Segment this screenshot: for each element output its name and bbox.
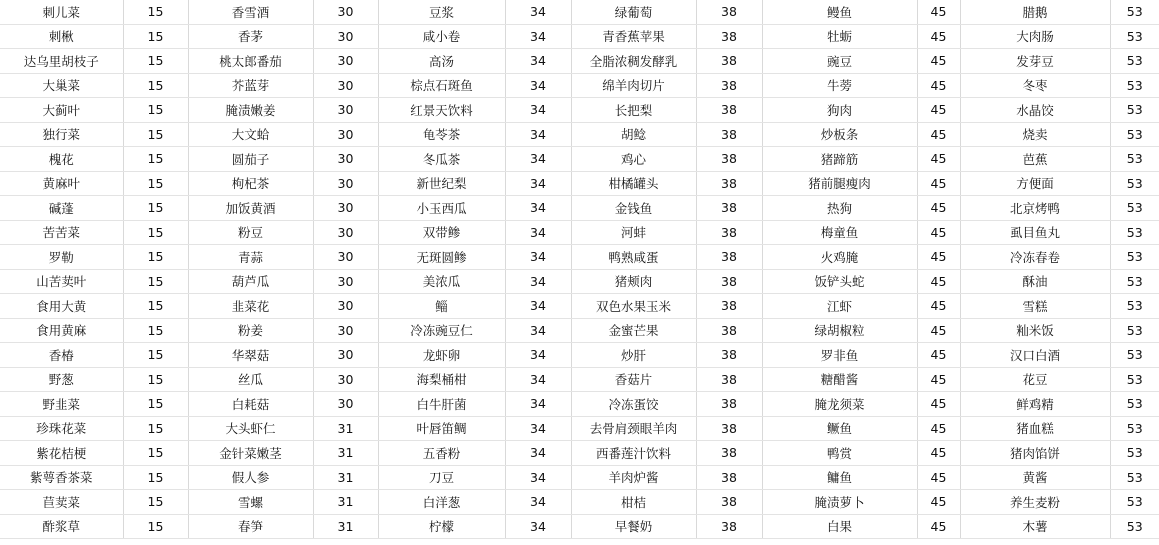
value-cell: 38: [696, 318, 762, 343]
food-name-cell: 黄酱: [960, 465, 1110, 490]
value-cell: 45: [917, 514, 960, 539]
value-cell: 45: [917, 367, 960, 392]
value-cell: 15: [123, 220, 188, 245]
value-cell: 30: [313, 318, 378, 343]
food-name-cell: 金蜜芒果: [571, 318, 696, 343]
food-name-cell: 柑桔: [571, 490, 696, 515]
value-cell: 34: [505, 196, 571, 221]
value-cell: 30: [313, 392, 378, 417]
food-name-cell: 韭菜花: [188, 294, 313, 319]
food-name-cell: 雪糕: [960, 294, 1110, 319]
food-name-cell: 小玉西瓜: [378, 196, 505, 221]
value-cell: 38: [696, 367, 762, 392]
value-cell: 45: [917, 490, 960, 515]
value-cell: 34: [505, 318, 571, 343]
food-name-cell: 雪螺: [188, 490, 313, 515]
food-name-cell: 全脂浓稠发酵乳: [571, 49, 696, 74]
value-cell: 15: [123, 196, 188, 221]
food-name-cell: 枸杞茶: [188, 171, 313, 196]
value-cell: 45: [917, 147, 960, 172]
table-row: [0, 416, 1159, 441]
food-name-cell: 火鸡腌: [762, 245, 917, 270]
value-cell: 45: [917, 24, 960, 49]
value-cell: 53: [1110, 245, 1159, 270]
food-name-cell: 金钱鱼: [571, 196, 696, 221]
food-name-cell: 苦苦菜: [0, 220, 123, 245]
food-name-cell: 鸭熟咸蛋: [571, 245, 696, 270]
value-cell: 30: [313, 196, 378, 221]
table-row: [0, 318, 1159, 343]
table-row: [0, 490, 1159, 515]
value-cell: 15: [123, 367, 188, 392]
food-name-cell: 狗肉: [762, 98, 917, 123]
value-cell: 38: [696, 196, 762, 221]
food-name-cell: 养生麦粉: [960, 490, 1110, 515]
value-cell: 38: [696, 416, 762, 441]
value-cell: 45: [917, 416, 960, 441]
food-name-cell: 酥油: [960, 269, 1110, 294]
food-name-cell: 冷冻豌豆仁: [378, 318, 505, 343]
food-name-cell: 大肉肠: [960, 24, 1110, 49]
value-cell: 30: [313, 98, 378, 123]
value-cell: 30: [313, 245, 378, 270]
food-name-cell: 烧卖: [960, 122, 1110, 147]
food-name-cell: 花豆: [960, 367, 1110, 392]
value-cell: 15: [123, 490, 188, 515]
value-cell: 38: [696, 73, 762, 98]
value-cell: 15: [123, 73, 188, 98]
value-cell: 15: [123, 122, 188, 147]
table-row: [0, 392, 1159, 417]
value-cell: 38: [696, 122, 762, 147]
value-cell: 38: [696, 269, 762, 294]
table-row: [0, 514, 1159, 539]
food-name-cell: 猪颊肉: [571, 269, 696, 294]
value-cell: 38: [696, 147, 762, 172]
value-cell: 15: [123, 98, 188, 123]
food-name-cell: 春笋: [188, 514, 313, 539]
food-name-cell: 五香粉: [378, 441, 505, 466]
value-cell: 15: [123, 0, 188, 24]
value-cell: 34: [505, 392, 571, 417]
value-cell: 45: [917, 269, 960, 294]
value-cell: 30: [313, 294, 378, 319]
value-cell: 34: [505, 490, 571, 515]
value-cell: 53: [1110, 147, 1159, 172]
value-cell: 53: [1110, 490, 1159, 515]
table-row: [0, 122, 1159, 147]
value-cell: 34: [505, 343, 571, 368]
value-cell: 15: [123, 441, 188, 466]
food-name-cell: 腌龙须菜: [762, 392, 917, 417]
food-name-cell: 大头虾仁: [188, 416, 313, 441]
value-cell: 34: [505, 367, 571, 392]
food-name-cell: 猪肉馅饼: [960, 441, 1110, 466]
food-name-cell: 碱蓬: [0, 196, 123, 221]
value-cell: 34: [505, 220, 571, 245]
food-name-cell: 鸭赏: [762, 441, 917, 466]
food-name-cell: 北京烤鸭: [960, 196, 1110, 221]
food-name-cell: 山苦荬叶: [0, 269, 123, 294]
value-cell: 30: [313, 73, 378, 98]
value-cell: 34: [505, 147, 571, 172]
value-cell: 30: [313, 343, 378, 368]
value-cell: 30: [313, 49, 378, 74]
food-name-cell: 红景天饮料: [378, 98, 505, 123]
value-cell: 53: [1110, 0, 1159, 24]
food-name-cell: 鳙鱼: [762, 465, 917, 490]
food-name-cell: 炒板条: [762, 122, 917, 147]
value-cell: 34: [505, 416, 571, 441]
food-name-cell: 咸小卷: [378, 24, 505, 49]
food-name-cell: 冷冻蛋饺: [571, 392, 696, 417]
value-cell: 15: [123, 392, 188, 417]
food-name-cell: 冷冻春卷: [960, 245, 1110, 270]
food-name-cell: 江虾: [762, 294, 917, 319]
value-cell: 34: [505, 122, 571, 147]
value-cell: 45: [917, 220, 960, 245]
food-name-cell: 双色水果玉米: [571, 294, 696, 319]
food-name-cell: 华翠菇: [188, 343, 313, 368]
value-cell: 45: [917, 122, 960, 147]
value-cell: 45: [917, 318, 960, 343]
table-row: [0, 0, 1159, 24]
table-row: [0, 294, 1159, 319]
food-name-cell: 紫花桔梗: [0, 441, 123, 466]
food-name-cell: 假人参: [188, 465, 313, 490]
value-cell: 34: [505, 441, 571, 466]
food-name-cell: 鲜鸡精: [960, 392, 1110, 417]
value-cell: 53: [1110, 514, 1159, 539]
value-cell: 38: [696, 490, 762, 515]
food-name-cell: 罗非鱼: [762, 343, 917, 368]
value-cell: 53: [1110, 367, 1159, 392]
food-name-cell: 粉姜: [188, 318, 313, 343]
value-cell: 30: [313, 171, 378, 196]
value-cell: 45: [917, 392, 960, 417]
value-cell: 30: [313, 24, 378, 49]
value-cell: 34: [505, 465, 571, 490]
food-name-cell: 白洋葱: [378, 490, 505, 515]
value-cell: 31: [313, 514, 378, 539]
value-cell: 30: [313, 122, 378, 147]
value-cell: 53: [1110, 416, 1159, 441]
value-cell: 34: [505, 73, 571, 98]
value-cell: 15: [123, 24, 188, 49]
food-name-cell: 发芽豆: [960, 49, 1110, 74]
food-name-cell: 无斑圆鲹: [378, 245, 505, 270]
table-row: [0, 49, 1159, 74]
food-name-cell: 大巢菜: [0, 73, 123, 98]
food-name-cell: 金针菜嫩茎: [188, 441, 313, 466]
value-cell: 45: [917, 294, 960, 319]
value-cell: 38: [696, 441, 762, 466]
food-name-cell: 海梨桶柑: [378, 367, 505, 392]
food-name-cell: 野葱: [0, 367, 123, 392]
value-cell: 45: [917, 171, 960, 196]
food-name-cell: 鲻: [378, 294, 505, 319]
food-name-cell: 槐花: [0, 147, 123, 172]
food-name-cell: 西番莲汁饮料: [571, 441, 696, 466]
value-cell: 38: [696, 0, 762, 24]
food-name-cell: 桃太郎番茄: [188, 49, 313, 74]
food-name-cell: 白牛肝菌: [378, 392, 505, 417]
value-cell: 45: [917, 196, 960, 221]
food-name-cell: 罗勒: [0, 245, 123, 270]
food-name-cell: 木薯: [960, 514, 1110, 539]
value-cell: 38: [696, 392, 762, 417]
value-cell: 30: [313, 220, 378, 245]
value-cell: 34: [505, 98, 571, 123]
value-cell: 45: [917, 441, 960, 466]
food-name-cell: 丝瓜: [188, 367, 313, 392]
food-name-cell: 腌渍嫩姜: [188, 98, 313, 123]
food-name-cell: 长把梨: [571, 98, 696, 123]
value-cell: 34: [505, 269, 571, 294]
value-cell: 38: [696, 220, 762, 245]
food-name-cell: 芥蓝芽: [188, 73, 313, 98]
value-cell: 31: [313, 490, 378, 515]
food-name-cell: 糖醋酱: [762, 367, 917, 392]
value-cell: 15: [123, 416, 188, 441]
table-row: [0, 465, 1159, 490]
value-cell: 53: [1110, 465, 1159, 490]
food-name-cell: 棕点石斑鱼: [378, 73, 505, 98]
food-name-cell: 早餐奶: [571, 514, 696, 539]
value-cell: 53: [1110, 220, 1159, 245]
value-cell: 45: [917, 343, 960, 368]
food-name-cell: 葫芦瓜: [188, 269, 313, 294]
food-name-cell: 鸡心: [571, 147, 696, 172]
food-name-cell: 牡蛎: [762, 24, 917, 49]
value-cell: 53: [1110, 122, 1159, 147]
food-name-cell: 香茅: [188, 24, 313, 49]
food-name-cell: 鳗鱼: [762, 0, 917, 24]
table-row: [0, 196, 1159, 221]
value-cell: 15: [123, 171, 188, 196]
food-name-cell: 芭蕉: [960, 147, 1110, 172]
value-cell: 53: [1110, 171, 1159, 196]
food-name-cell: 高汤: [378, 49, 505, 74]
value-cell: 53: [1110, 49, 1159, 74]
value-cell: 53: [1110, 441, 1159, 466]
value-cell: 30: [313, 269, 378, 294]
value-cell: 53: [1110, 294, 1159, 319]
value-cell: 34: [505, 49, 571, 74]
value-cell: 15: [123, 147, 188, 172]
value-cell: 34: [505, 514, 571, 539]
food-name-cell: 圆茄子: [188, 147, 313, 172]
value-cell: 45: [917, 73, 960, 98]
value-cell: 38: [696, 245, 762, 270]
food-name-cell: 美浓瓜: [378, 269, 505, 294]
food-name-cell: 白耗菇: [188, 392, 313, 417]
food-name-cell: 大蓟叶: [0, 98, 123, 123]
food-name-cell: 腊鹅: [960, 0, 1110, 24]
table-row: [0, 24, 1159, 49]
food-name-cell: 羊肉炉酱: [571, 465, 696, 490]
food-name-cell: 去骨肩颈眼羊肉: [571, 416, 696, 441]
value-cell: 31: [313, 465, 378, 490]
food-name-cell: 牛蒡: [762, 73, 917, 98]
value-cell: 53: [1110, 73, 1159, 98]
food-name-cell: 青香蕉苹果: [571, 24, 696, 49]
food-name-cell: 青蒜: [188, 245, 313, 270]
food-name-cell: 龟苓茶: [378, 122, 505, 147]
food-name-cell: 猪蹄筋: [762, 147, 917, 172]
food-name-cell: 食用黄麻: [0, 318, 123, 343]
food-name-cell: 虱目鱼丸: [960, 220, 1110, 245]
value-cell: 53: [1110, 318, 1159, 343]
value-cell: 38: [696, 514, 762, 539]
table-row: [0, 220, 1159, 245]
food-name-cell: 腌渍萝卜: [762, 490, 917, 515]
food-name-cell: 紫萼香茶菜: [0, 465, 123, 490]
value-cell: 15: [123, 465, 188, 490]
food-name-cell: 猪血糕: [960, 416, 1110, 441]
table-row: [0, 441, 1159, 466]
food-name-cell: 香雪酒: [188, 0, 313, 24]
value-cell: 15: [123, 318, 188, 343]
value-cell: 53: [1110, 196, 1159, 221]
value-cell: 15: [123, 514, 188, 539]
food-name-cell: 野韭菜: [0, 392, 123, 417]
food-name-cell: 猪前腿瘦肉: [762, 171, 917, 196]
value-cell: 45: [917, 49, 960, 74]
food-name-cell: 炒肝: [571, 343, 696, 368]
value-cell: 53: [1110, 98, 1159, 123]
food-name-cell: 胡鲶: [571, 122, 696, 147]
food-name-cell: 绿胡椒粒: [762, 318, 917, 343]
table-row: [0, 367, 1159, 392]
food-name-cell: 冬枣: [960, 73, 1110, 98]
food-name-cell: 粉豆: [188, 220, 313, 245]
value-cell: 15: [123, 269, 188, 294]
food-name-cell: 叶唇笛鲷: [378, 416, 505, 441]
food-name-cell: 鳜鱼: [762, 416, 917, 441]
value-cell: 34: [505, 171, 571, 196]
food-name-cell: 达乌里胡枝子: [0, 49, 123, 74]
value-cell: 15: [123, 343, 188, 368]
food-name-cell: 刀豆: [378, 465, 505, 490]
food-name-cell: 柑橘罐头: [571, 171, 696, 196]
food-name-cell: 柠檬: [378, 514, 505, 539]
food-name-cell: 冬瓜茶: [378, 147, 505, 172]
value-cell: 30: [313, 147, 378, 172]
food-name-cell: 刺楸: [0, 24, 123, 49]
food-name-cell: 黄麻叶: [0, 171, 123, 196]
food-name-cell: 籼米饭: [960, 318, 1110, 343]
value-cell: 53: [1110, 392, 1159, 417]
food-name-cell: 大文蛤: [188, 122, 313, 147]
value-cell: 34: [505, 294, 571, 319]
food-name-cell: 珍珠花菜: [0, 416, 123, 441]
food-name-cell: 梅童鱼: [762, 220, 917, 245]
value-cell: 15: [123, 49, 188, 74]
value-cell: 45: [917, 465, 960, 490]
value-cell: 38: [696, 171, 762, 196]
value-cell: 53: [1110, 343, 1159, 368]
food-name-cell: 豌豆: [762, 49, 917, 74]
value-cell: 31: [313, 441, 378, 466]
value-cell: 38: [696, 294, 762, 319]
food-name-cell: 饭铲头蛇: [762, 269, 917, 294]
food-name-cell: 酢浆草: [0, 514, 123, 539]
food-name-cell: 独行菜: [0, 122, 123, 147]
value-cell: 15: [123, 245, 188, 270]
value-cell: 38: [696, 98, 762, 123]
food-name-cell: 苣荬菜: [0, 490, 123, 515]
food-name-cell: 刺儿菜: [0, 0, 123, 24]
value-cell: 31: [313, 416, 378, 441]
value-cell: 34: [505, 245, 571, 270]
food-name-cell: 双带鲹: [378, 220, 505, 245]
value-cell: 38: [696, 465, 762, 490]
value-cell: 15: [123, 294, 188, 319]
table-row: [0, 73, 1159, 98]
food-name-cell: 加饭黄酒: [188, 196, 313, 221]
table-row: [0, 269, 1159, 294]
table-row: [0, 147, 1159, 172]
food-name-cell: 绿葡萄: [571, 0, 696, 24]
food-name-cell: 新世纪梨: [378, 171, 505, 196]
value-cell: 53: [1110, 269, 1159, 294]
value-cell: 45: [917, 245, 960, 270]
value-cell: 30: [313, 367, 378, 392]
value-cell: 38: [696, 49, 762, 74]
food-name-cell: 方便面: [960, 171, 1110, 196]
food-name-cell: 白果: [762, 514, 917, 539]
table-row: [0, 245, 1159, 270]
food-name-cell: 豆浆: [378, 0, 505, 24]
food-name-cell: 热狗: [762, 196, 917, 221]
food-name-cell: 香椿: [0, 343, 123, 368]
value-cell: 45: [917, 0, 960, 24]
food-name-cell: 龙虾卵: [378, 343, 505, 368]
value-cell: 38: [696, 343, 762, 368]
value-cell: 38: [696, 24, 762, 49]
value-cell: 30: [313, 0, 378, 24]
food-name-cell: 河蚌: [571, 220, 696, 245]
table-row: [0, 98, 1159, 123]
food-name-cell: 绵羊肉切片: [571, 73, 696, 98]
value-cell: 53: [1110, 24, 1159, 49]
value-cell: 34: [505, 0, 571, 24]
food-name-cell: 汉口白酒: [960, 343, 1110, 368]
table-row: [0, 171, 1159, 196]
food-name-cell: 水晶饺: [960, 98, 1110, 123]
value-cell: 45: [917, 98, 960, 123]
table-row: [0, 343, 1159, 368]
food-name-cell: 香菇片: [571, 367, 696, 392]
value-cell: 34: [505, 24, 571, 49]
food-name-cell: 食用大黄: [0, 294, 123, 319]
